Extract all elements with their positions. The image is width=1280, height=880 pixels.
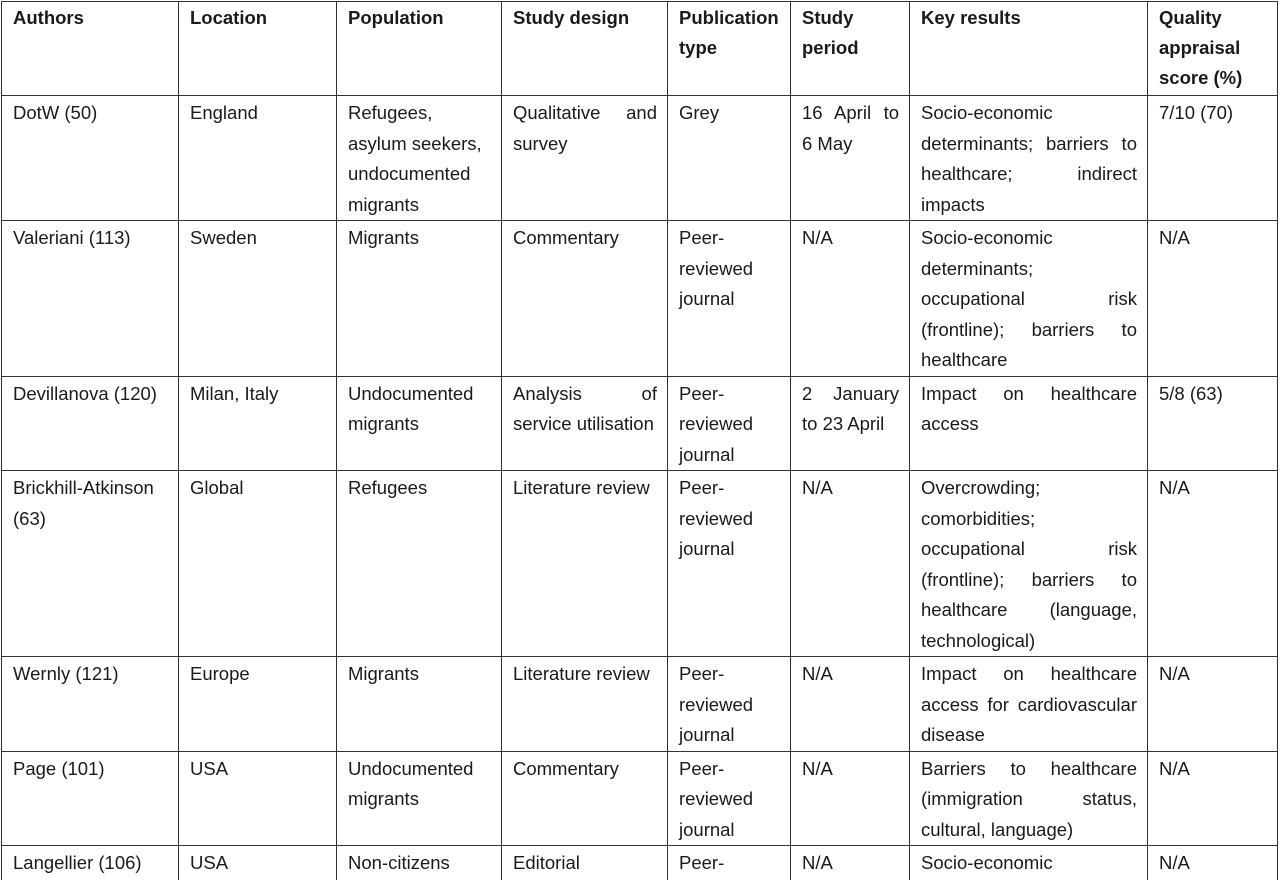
cell-population: Migrants: [337, 657, 502, 752]
cell-key-results: Socio-economic determinants; occupational risk (frontline); barriers to healthcare: [910, 221, 1148, 377]
cell-study-period: 2 January to 23 April: [791, 376, 910, 471]
cell-publication-type: Peer-: [668, 846, 791, 880]
table-row: [2, 221, 1278, 377]
cell-key-results: Impact on healthcare access for cardiovascular disease: [910, 657, 1148, 752]
cell-publication-type: Peer-reviewed journal: [668, 376, 791, 471]
cell-key-results: Barriers to healthcare (immigration status, cultural, language): [910, 751, 1148, 846]
cell-location: Milan, Italy: [179, 376, 337, 471]
cell-authors: Langellier (106): [2, 846, 179, 880]
cell-publication-type: Grey: [668, 96, 791, 221]
header-key-results: Key results: [910, 2, 1148, 96]
cell-quality-score: 7/10 (70): [1148, 96, 1278, 221]
cell-authors: Devillanova (120): [2, 376, 179, 471]
cell-publication-type: Peer-reviewed journal: [668, 657, 791, 752]
cell-key-results: Socio-economic: [910, 846, 1148, 880]
cell-publication-type: Peer-reviewed journal: [668, 751, 791, 846]
cell-publication-type: Peer-reviewed journal: [668, 221, 791, 377]
cell-population: Undocumented migrants: [337, 376, 502, 471]
table-header-row: [2, 2, 1278, 96]
cell-authors: Brickhill-Atkinson (63): [2, 471, 179, 657]
cell-study-period: N/A: [791, 751, 910, 846]
cell-authors: Page (101): [2, 751, 179, 846]
table-row: [2, 846, 1278, 880]
cell-publication-type: Peer-reviewed journal: [668, 471, 791, 657]
table-row: [2, 376, 1278, 471]
cell-population: Refugees: [337, 471, 502, 657]
cell-location: Sweden: [179, 221, 337, 377]
cell-study-design: Commentary: [502, 751, 668, 846]
cell-location: USA: [179, 846, 337, 880]
table-row: [2, 751, 1278, 846]
cell-study-design: Qualitative and survey: [502, 96, 668, 221]
cell-study-period: 16 April to 6 May: [791, 96, 910, 221]
cell-study-period: N/A: [791, 471, 910, 657]
cell-population: Refugees, asylum seekers, undocumented migrants: [337, 96, 502, 221]
cell-location: Europe: [179, 657, 337, 752]
header-quality-score: Quality appraisal score (%): [1148, 2, 1278, 96]
header-publication-type: Publication type: [668, 2, 791, 96]
cell-study-period: N/A: [791, 657, 910, 752]
cell-study-design: Editorial: [502, 846, 668, 880]
cell-quality-score: N/A: [1148, 846, 1278, 880]
cell-study-design: Analysis of service utilisation: [502, 376, 668, 471]
cell-study-design: Commentary: [502, 221, 668, 377]
cell-authors: DotW (50): [2, 96, 179, 221]
cell-key-results: Impact on healthcare access: [910, 376, 1148, 471]
studies-table: [1, 1, 1278, 880]
table-row: [2, 471, 1278, 657]
cell-key-results: Socio-economic determinants; barriers to healthcare; indirect impacts: [910, 96, 1148, 221]
cell-population: Migrants: [337, 221, 502, 377]
cell-key-results: Overcrowding; comorbidities; occupational risk (frontline); barriers to healthcare (language, technological): [910, 471, 1148, 657]
cell-quality-score: 5/8 (63): [1148, 376, 1278, 471]
cell-location: England: [179, 96, 337, 221]
cell-population: Undocumented migrants: [337, 751, 502, 846]
cell-quality-score: N/A: [1148, 751, 1278, 846]
cell-population: Non-citizens: [337, 846, 502, 880]
cell-study-period: N/A: [791, 221, 910, 377]
cell-quality-score: N/A: [1148, 657, 1278, 752]
cell-quality-score: N/A: [1148, 471, 1278, 657]
cell-location: Global: [179, 471, 337, 657]
header-study-period: Study period: [791, 2, 910, 96]
header-location: Location: [179, 2, 337, 96]
header-population: Population: [337, 2, 502, 96]
cell-study-design: Literature review: [502, 471, 668, 657]
header-authors: Authors: [2, 2, 179, 96]
cell-authors: Valeriani (113): [2, 221, 179, 377]
header-study-design: Study design: [502, 2, 668, 96]
cell-study-period: N/A: [791, 846, 910, 880]
cell-authors: Wernly (121): [2, 657, 179, 752]
cell-location: USA: [179, 751, 337, 846]
cell-quality-score: N/A: [1148, 221, 1278, 377]
cell-study-design: Literature review: [502, 657, 668, 752]
table-row: [2, 657, 1278, 752]
table-row: [2, 96, 1278, 221]
